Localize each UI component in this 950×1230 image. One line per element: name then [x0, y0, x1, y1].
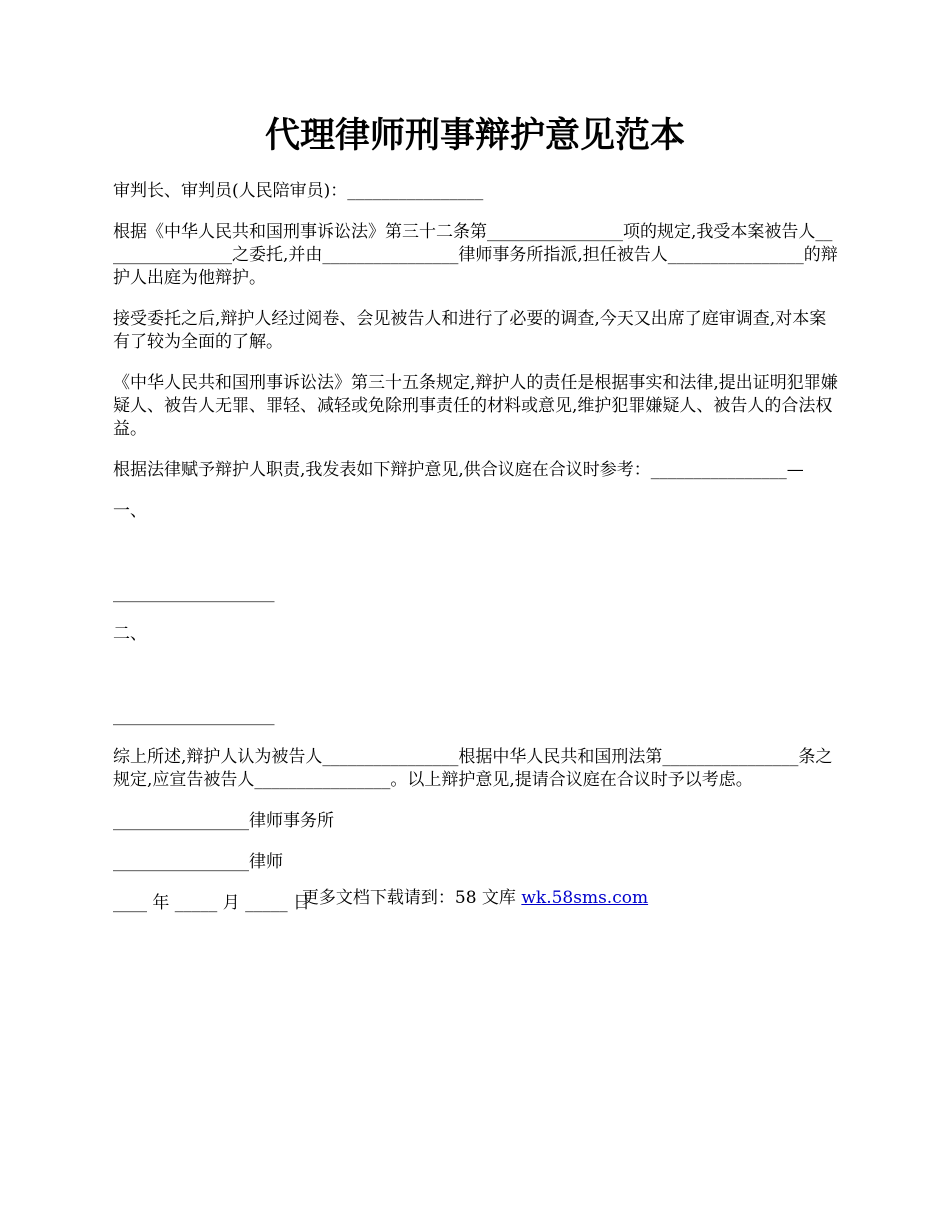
paragraph-legal-basis: 《中华人民共和国刑事诉讼法》第三十五条规定,辩护人的责任是根据事实和法律,提出证明犯罪嫌疑人、被告人无罪、罪轻、减轻或免除刑事责任的材料或意见,维护犯罪嫌疑人、被告人的合法权益。 [113, 373, 838, 439]
paragraph-opinion-intro: 根据法律赋予辩护人职责,我发表如下辩护意见,供合议庭在合议时参考：________________— [113, 460, 804, 480]
document-title: 代理律师刑事辩护意见范本 [264, 115, 685, 156]
lawyer-signature: ________________律师 [113, 852, 283, 872]
document-body [113, 180, 840, 933]
point-one-label: 一、 [113, 501, 147, 521]
point-two-spacer [113, 664, 840, 687]
date-line: ____ 年 _____ 月 _____ 日 [113, 893, 311, 913]
law-firm-signature: ________________律师事务所 [113, 811, 334, 831]
footer-link[interactable]: wk.58sms.com [521, 888, 649, 908]
paragraph-preparation: 接受委托之后,辩护人经过阅卷、会见被告人和进行了必要的调查,今天又出席了庭审调查,对本案有了较为全面的了解。 [113, 309, 827, 352]
point-two-blank: ___________________ [113, 706, 275, 726]
paragraph-entrustment: 根据《中华人民共和国刑事诉讼法》第三十二条第________________项的规定,我受本案被告人________________之委托,并由________________律师事务所指派,担任被告人________________的辩护人出庭为他辩护。 [113, 222, 838, 288]
salutation: 审判长、审判员(人民陪审员)：________________ [113, 181, 484, 201]
point-one-blank: ___________________ [113, 583, 275, 603]
paragraph-conclusion: 综上所述,辩护人认为被告人________________根据中华人民共和国刑法第________________条之规定,应宣告被告人________________。以上辩护意见,提请合议庭在合议时予以考虑。 [113, 747, 833, 790]
point-two-label: 二、 [113, 624, 147, 644]
footer [0, 887, 950, 910]
point-one-spacer [113, 541, 840, 564]
footer-prefix: 更多文档下载请到：58 文库 [301, 888, 522, 908]
